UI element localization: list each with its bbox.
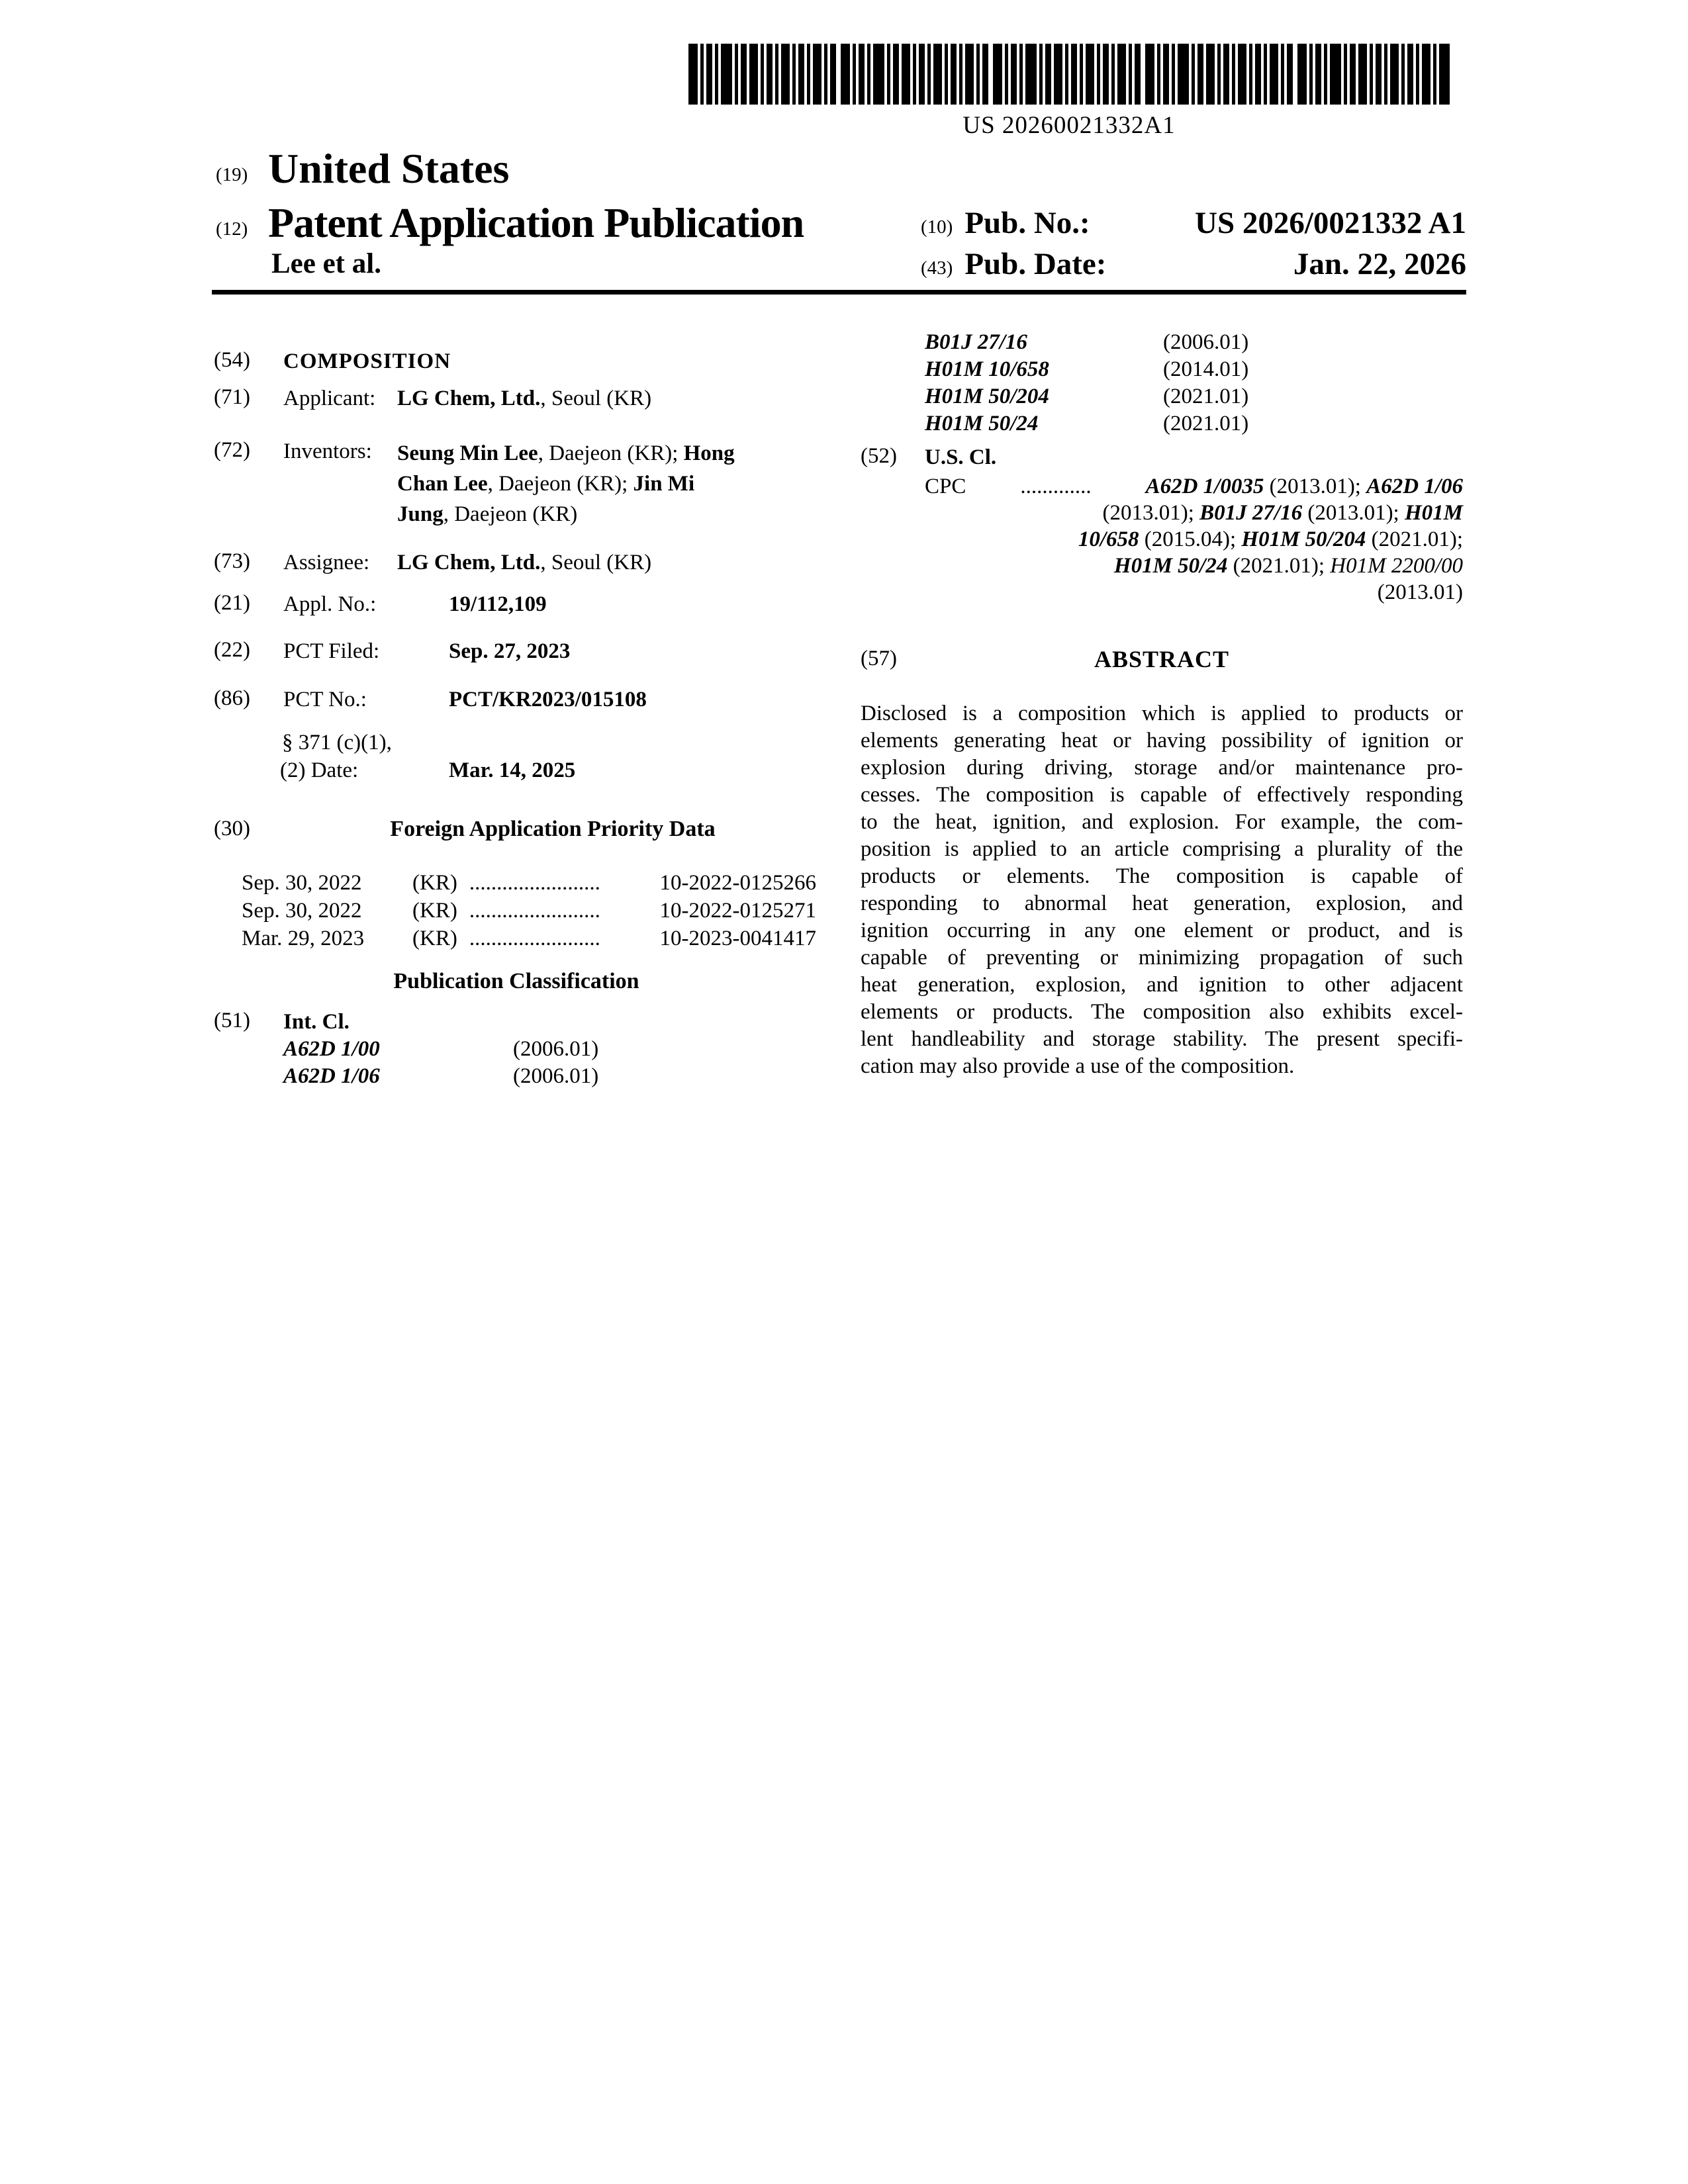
inventors-tag: (72) [214,438,250,462]
applicant-suffix: , Seoul (KR) [540,387,652,410]
cpc-version: (2013.01); [1264,475,1367,498]
int-cl-code: A62D 1/00 [283,1037,380,1061]
s371-date-label: (2) Date: [280,758,359,782]
cpc-version: (2013.01); [1102,501,1200,525]
int-cl-code: A62D 1/06 [283,1064,380,1088]
country-code-tag: (19) [216,164,248,185]
cpc-line [925,473,1463,500]
cpc-code: H01M [1404,501,1463,525]
cpc-code: H01M 2200/00 [1330,554,1463,578]
country-name: United States [268,145,510,192]
cpc-line [925,579,1463,606]
cpc-code: H01M 50/204 [1241,527,1366,551]
appl-no-label: Appl. No.: [283,592,377,616]
title-tag: (54) [214,348,250,372]
pct-no-label: PCT No.: [283,688,367,711]
int-cl-version: (2014.01) [1163,357,1249,381]
priority-date: Sep. 30, 2022 [242,871,362,895]
priority-leader-dots: ........................ [469,899,600,923]
priority-row [242,869,816,897]
inventors-line-1 [397,438,834,469]
inventor-name: Jin Mi [633,472,695,496]
abstract-line: lent handleability and storage stability. The present specifi- [861,1027,1463,1051]
authors: Lee et al. [271,248,381,279]
priority-number: 10-2022-0125271 [659,899,816,923]
int-cl-code: H01M 10/658 [925,357,1049,381]
inventor-location: , Daejeon (KR); [487,472,633,496]
abstract-line: elements or products. The composition also exhibits excel- [861,1000,1463,1024]
priority-tag: (30) [214,817,250,841]
pct-filed-label: PCT Filed: [283,639,380,663]
int-cl-code: B01J 27/16 [925,330,1027,354]
pub-no-value: US 2026/0021332 A1 [1195,206,1466,240]
cpc-block [925,473,1463,606]
cpc-codes [1146,473,1463,500]
int-cl-version: (2006.01) [513,1064,599,1088]
assignee-label: Assignee: [283,551,370,574]
assignee-tag: (73) [214,549,250,573]
priority-country: (KR) [412,899,457,923]
appl-no-tag: (21) [214,591,250,615]
cpc-version: (2021.01); [1366,527,1463,551]
abstract-text [861,700,1463,1080]
cpc-line [925,526,1463,553]
abstract-line: ignition occurring in any one element or product, and is [861,919,1463,942]
pub-date-value: Jan. 22, 2026 [1293,247,1466,281]
abstract-heading: ABSTRACT [1094,646,1230,672]
applicant-tag: (71) [214,385,250,409]
inventor-location: , Daejeon (KR); [538,441,684,465]
cpc-version: (2021.01); [1227,554,1331,578]
cpc-code: B01J 27/16 [1199,501,1303,525]
priority-date: Sep. 30, 2022 [242,899,362,923]
inventor-name: Chan Lee [397,472,488,496]
header-divider-rule [212,290,1466,295]
abstract-line: explosion during driving, storage and/or maintenance pro- [861,756,1463,780]
inventors-list [397,438,834,529]
int-cl-code: H01M 50/24 [925,412,1039,435]
priority-table [242,869,816,952]
us-cl-label: U.S. Cl. [925,445,997,469]
int-cl-label: Int. Cl. [283,1010,350,1034]
abstract-line: Disclosed is a composition which is applied to products or [861,702,1463,725]
int-cl-code: H01M 50/204 [925,385,1049,408]
assignee-name: LG Chem, Ltd. [397,551,541,574]
barcode-number: US 20260021332A1 [962,112,1176,139]
s371-clause: § 371 (c)(1), [282,731,392,754]
int-cl-version: (2021.01) [1163,385,1249,408]
doc-kind-tag: (12) [216,218,248,240]
cpc-version: (2013.01) [1377,580,1463,604]
applicant-name: LG Chem, Ltd. [397,387,541,410]
abstract-line: elements generating heat or having possibility of ignition or [861,729,1463,752]
abstract-line: responding to abnormal heat generation, explosion, and [861,891,1463,915]
priority-number: 10-2023-0041417 [659,927,816,950]
barcode-graphic [688,44,1450,105]
pub-no-label: Pub. No.: [964,206,1090,240]
applicant-value [397,385,651,412]
abstract-line: cation may also provide a use of the composition. [861,1054,1295,1078]
cpc-code: H01M 50/24 [1113,554,1228,578]
cpc-version: (2013.01); [1302,501,1405,525]
abstract-line: position is applied to an article comprising a plurality of the [861,837,1463,861]
priority-date: Mar. 29, 2023 [242,927,365,950]
pct-filed-tag: (22) [214,638,250,662]
abstract-line: capable of preventing or minimizing propagation of such [861,946,1463,970]
inventor-name: Hong [683,441,735,465]
pub-date-label: Pub. Date: [964,247,1107,281]
cpc-code: A62D 1/0035 [1145,475,1264,498]
abstract-line: products or elements. The composition is capable of [861,864,1463,888]
int-cl-version: (2006.01) [513,1037,599,1061]
cpc-version: (2015.04); [1139,527,1242,551]
inventor-name: Seung Min Lee [397,441,538,465]
inventors-line-2 [397,469,834,499]
invention-title: COMPOSITION [283,349,451,373]
abstract-tag: (57) [861,647,897,670]
us-cl-tag: (52) [861,444,897,468]
inventor-location: , Daejeon (KR) [443,502,578,526]
pub-date-tag: (43) [921,257,953,279]
s371-date-value: Mar. 14, 2025 [449,758,576,782]
pct-filed-value: Sep. 27, 2023 [449,639,571,663]
int-cl-version: (2021.01) [1163,412,1249,435]
int-cl-tag: (51) [214,1009,250,1032]
cpc-code: 10/658 [1078,527,1139,551]
abstract-line: heat generation, explosion, and ignition to other adjacent [861,973,1463,997]
pub-no-tag: (10) [921,216,953,238]
inventors-label: Inventors: [283,439,372,463]
pub-no-row [921,205,1466,241]
appl-no-value: 19/112,109 [449,592,547,616]
cpc-leader-dots: ............. [1020,475,1092,498]
cpc-label: CPC [925,475,966,498]
inventor-name: Jung [397,502,444,526]
cpc-code: A62D 1/06 [1366,475,1463,498]
abstract-line: to the heat, ignition, and explosion. For example, the com- [861,810,1463,834]
priority-row [242,925,816,952]
pct-no-tag: (86) [214,686,250,710]
priority-row [242,897,816,925]
priority-country: (KR) [412,927,457,950]
priority-number: 10-2022-0125266 [659,871,816,895]
priority-leader-dots: ........................ [469,927,600,950]
assignee-suffix: , Seoul (KR) [540,551,652,574]
barcode-image [688,44,1450,105]
pct-no-value: PCT/KR2023/015108 [449,688,647,711]
priority-country: (KR) [412,871,457,895]
assignee-value [397,549,651,576]
abstract-line: cesses. The composition is capable of effectively responding [861,783,1463,807]
publication-classification-heading: Publication Classification [393,969,639,993]
priority-heading: Foreign Application Priority Data [390,817,716,841]
cpc-line [925,500,1463,526]
pub-date-row [921,246,1466,282]
priority-leader-dots: ........................ [469,871,600,895]
cpc-line [925,553,1463,579]
int-cl-version: (2006.01) [1163,330,1249,354]
doc-kind: Patent Application Publication [268,199,804,246]
applicant-label: Applicant: [283,387,376,410]
inventors-line-3 [397,499,834,529]
